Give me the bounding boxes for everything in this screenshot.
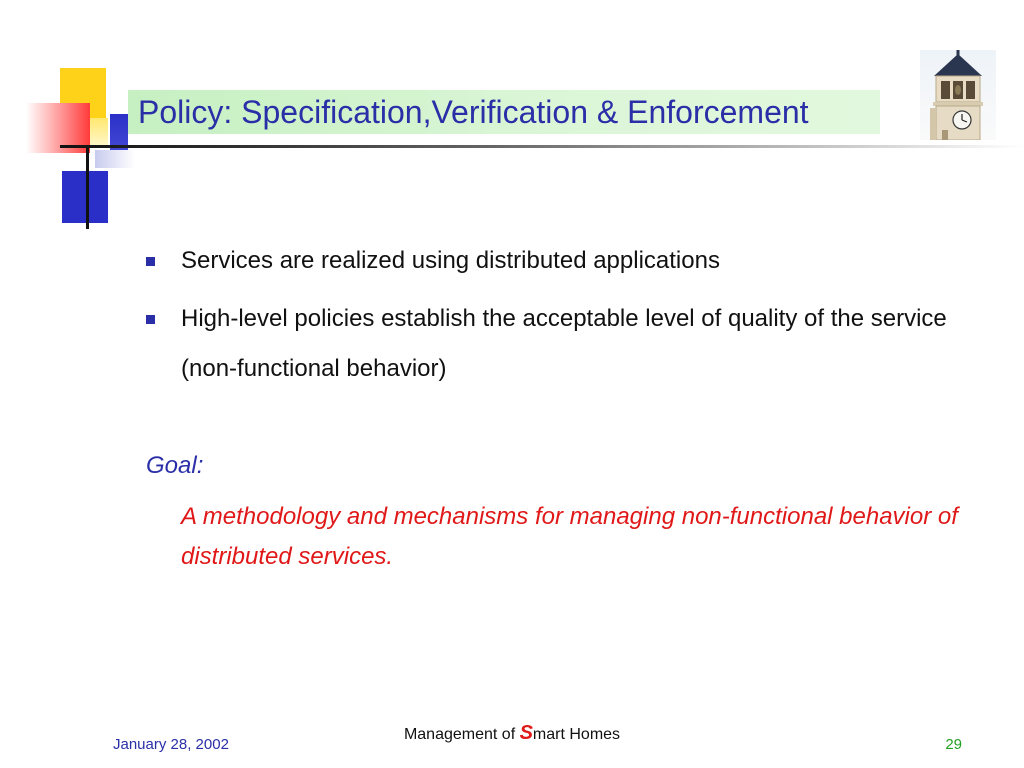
decor-blue-fade [95, 150, 135, 168]
bullet-list [146, 236, 1006, 402]
decor-vertical-line [86, 146, 89, 229]
list-item [146, 294, 1006, 394]
footer-title-suffix: mart Homes [532, 726, 621, 743]
footer-title-prefix: Management of [403, 726, 520, 743]
goal-label: Goal: [146, 452, 204, 479]
title-underline [60, 145, 1024, 148]
clock-tower-icon [920, 50, 996, 140]
bullet-text: High-level policies establish the acceptable level of quality of the service (non-functional behavior) [181, 305, 947, 382]
list-item [146, 236, 1006, 286]
bullet-square-icon [146, 257, 155, 266]
bullet-square-icon [146, 315, 155, 324]
goal-text: A methodology and mechanisms for managing non-functional behavior of distributed services. [181, 503, 958, 570]
decor-blue-square [62, 171, 108, 223]
footer-title-big-letter: S [519, 722, 533, 744]
decor-yellow-fade [88, 118, 108, 148]
page-number: 29 [945, 736, 962, 753]
slide-title: Policy: Specification,Verification & Enforcement [138, 94, 809, 130]
footer-date: January 28, 2002 [113, 736, 229, 753]
bullet-text: Services are realized using distributed applications [181, 247, 720, 274]
